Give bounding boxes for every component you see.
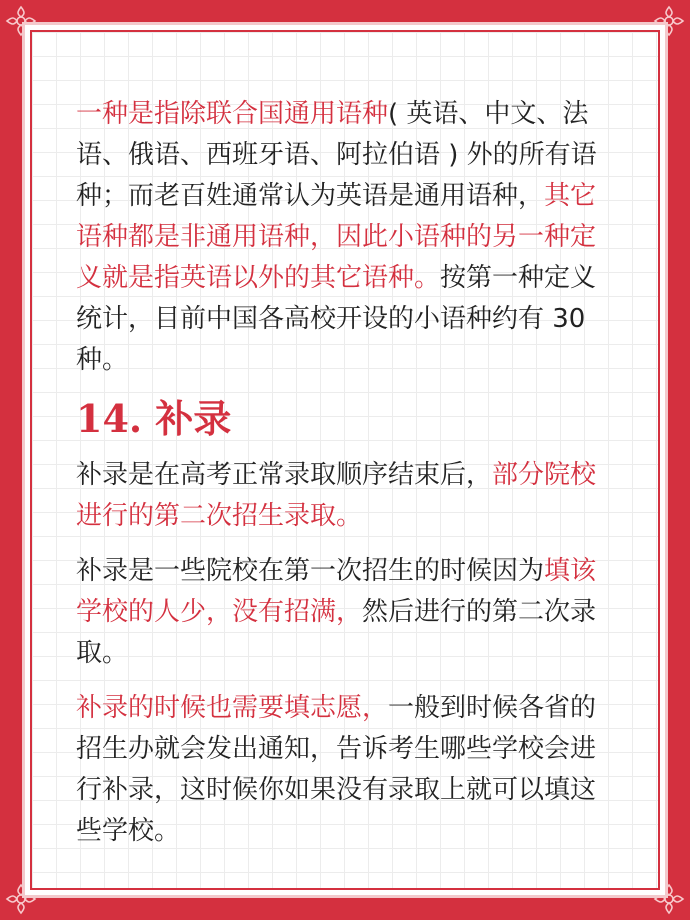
section-paragraph-2	[76, 551, 616, 674]
flower-icon	[4, 4, 38, 38]
section-paragraph-1	[76, 455, 616, 537]
p2-text-b: 然后进行的第二次录取。	[76, 597, 597, 668]
flower-icon	[652, 882, 686, 916]
p1-text: 补录是在高考正常录取顺序结束后，	[76, 460, 493, 490]
intro-text-2: 按第一种定义统计，目前中国各高校开设的小语种约有 30 种。	[76, 263, 597, 375]
p3-text: 一般到时候各省的招生办就会发出通知，告诉考生哪些学校会进行补录，这时候你如果没有录取上就可以填这些学校。	[76, 693, 597, 846]
p2-highlight: 填该学校的人少，没有招满，	[76, 556, 597, 627]
p3-highlight: 补录的时候也需要填志愿，	[76, 693, 389, 723]
flower-icon	[652, 4, 686, 38]
p2-text-a: 补录是一些院校在第一次招生的时候因为	[76, 556, 545, 586]
intro-paragraph	[76, 94, 616, 381]
p1-highlight: 部分院校进行的第二次招生录取。	[76, 460, 597, 531]
flower-icon	[4, 882, 38, 916]
intro-highlight-2: 其它语种都是非通用语种，因此小语种的另一种定义就是指英语以外的其它语种。	[76, 181, 597, 293]
section-paragraph-3	[76, 688, 616, 852]
intro-text-1: ( 英语、中文、法语、俄语、西班牙语、阿拉伯语 ) 外的所有语种；而老百姓通常认为英语是通用语种，	[76, 99, 597, 211]
article-body	[76, 94, 616, 866]
section-heading: 14. 补录	[76, 396, 232, 441]
intro-highlight-1: 一种是指除联合国通用语种	[76, 99, 389, 129]
